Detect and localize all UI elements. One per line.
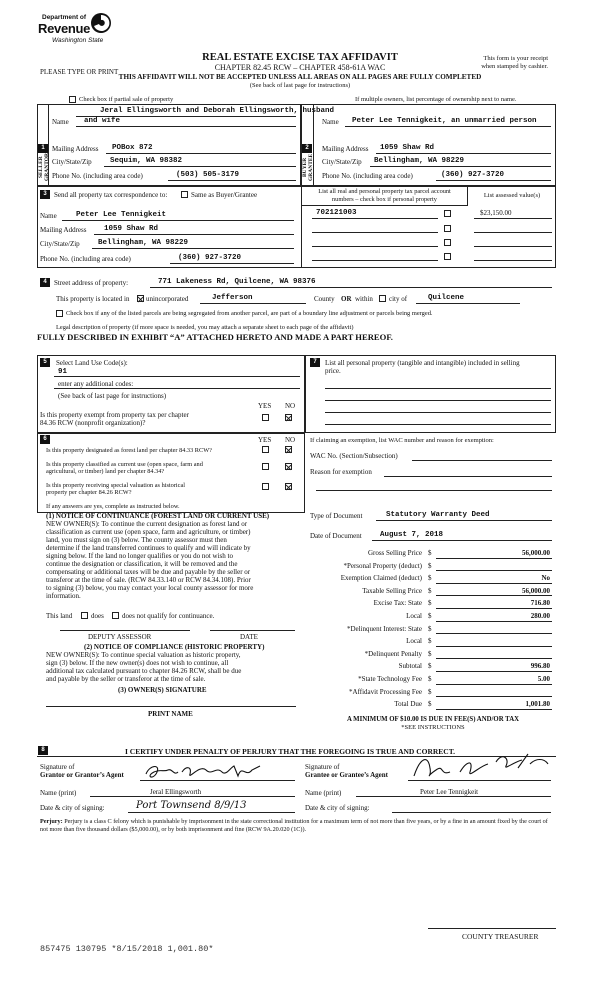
minimum-due-note: A MINIMUM OF $10.00 IS DUE IN FEE(S) AND/OR TAX	[346, 716, 520, 723]
form-warning: THIS AFFIDAVIT WILL NOT BE ACCEPTED UNLESS ALL AREAS ON ALL PAGES ARE FULLY COMPLETED	[118, 73, 482, 81]
deputy-date-line	[210, 630, 295, 631]
located-in-label: This property is located in	[56, 295, 130, 303]
land-does-label-2: does	[91, 612, 104, 620]
sec5-yes-label: YES	[258, 402, 272, 410]
seller-city-underline	[104, 166, 296, 167]
fee-dollar-sign: $	[428, 662, 432, 671]
seller-phone-underline	[168, 180, 296, 181]
buyer-city-label: City/State/Zip	[322, 158, 362, 166]
grantee-sig-underline	[408, 780, 551, 781]
grantor-sig-label-1: Signature of	[40, 763, 75, 771]
notice1-line-2: classification as current use (open space, farm and agriculture, or timber)	[46, 528, 251, 536]
assessed-line-3	[474, 246, 552, 247]
buyer-name-value[interactable]: Peter Lee Tennigkeit, an unmarried person	[352, 117, 537, 125]
grantee-signature-image[interactable]	[410, 748, 555, 782]
unincorporated-label: unincorporated	[146, 295, 189, 303]
parcel-line-3	[312, 246, 438, 247]
deputy-date-label: DATE	[240, 633, 258, 641]
section-4-badge: 4	[40, 278, 50, 287]
fee-underline	[436, 583, 552, 584]
seller-city-label: City/State/Zip	[52, 158, 92, 166]
parcel-line-2	[312, 232, 438, 233]
grantee-sig-label-1: Signature of	[305, 763, 340, 771]
seller-mailing-value[interactable]: POBox 872	[112, 144, 153, 152]
fee-underline	[436, 608, 552, 609]
logo-revenue-text: Revenue	[38, 21, 91, 36]
fee-value[interactable]: 56,000.00	[522, 586, 550, 595]
notice2-line-2: sign (3) below. If the new owner(s) does not wish to continue, all	[46, 659, 229, 667]
section-3-badge: 3	[40, 190, 50, 199]
seller-name-line1: Jeral Ellingsworth and Deborah Ellingsworth, husband	[100, 107, 335, 115]
within-label: within	[355, 295, 373, 303]
exempt-question-1: Is this property exempt from property tax per chapter	[40, 411, 189, 419]
notice1-title: (1) NOTICE OF CONTINUANCE (FOREST LAND OR CURRENT USE)	[46, 512, 270, 520]
personal-line-1	[325, 388, 551, 389]
buyer-city-value[interactable]: Bellingham, WA 98229	[374, 157, 465, 165]
tax-city-label: City/State/Zip	[40, 240, 80, 248]
grantee-name-label: Name (print)	[305, 789, 342, 797]
seller-phone-label: Phone No. (including area code)	[52, 172, 143, 180]
buyer-phone-underline	[436, 180, 551, 181]
personal-line-4	[325, 424, 551, 425]
fee-label: *Delinquent Penalty	[364, 649, 422, 658]
notice1-line-8: transferor at the time of sale. (RCW 84.33.140 or RCW 84.34.108). Prior	[46, 576, 251, 584]
logo-dept-text: Department of	[42, 14, 87, 21]
section-2-badge: 2	[302, 144, 312, 153]
fee-underline	[436, 633, 552, 634]
notice1-line-4: determine if the land transferred continues to qualify and will indicate by	[46, 544, 251, 552]
parcel-personal-checkbox-2[interactable]	[444, 225, 451, 232]
tax-city-underline	[92, 248, 294, 249]
segregated-checkbox[interactable]	[56, 310, 63, 317]
logo-state-text: Washington State	[52, 37, 104, 44]
fee-label: *Personal Property (deduct)	[343, 561, 422, 570]
buyer-mailing-value[interactable]: 1059 Shaw Rd	[380, 144, 435, 152]
buyer-name-label: Name	[322, 118, 339, 126]
parcel-personal-checkbox-4[interactable]	[444, 253, 451, 260]
tax-name-underline	[62, 220, 294, 221]
notice2-line-3: additional tax calculated pursuant to chapter 84.26 RCW, shall be due	[46, 667, 242, 675]
same-as-buyer-checkbox[interactable]	[181, 191, 188, 198]
city-name-underline	[416, 303, 520, 304]
certify-statement: I CERTIFY UNDER PENALTY OF PERJURY THAT THE FOREGOING IS TRUE AND CORRECT.	[125, 747, 456, 756]
street-address-label: Street address of property:	[54, 279, 129, 287]
city-name-value[interactable]: Quilcene	[428, 294, 465, 302]
fee-dollar-sign: $	[428, 624, 432, 633]
notice2-line-1: NEW OWNER(S): To continue special valuation as historic property,	[46, 651, 241, 659]
street-address-value[interactable]: 771 Lakeness Rd, Quilcene, WA 98376	[158, 278, 316, 286]
parcel-number-1[interactable]: 702121003	[316, 209, 357, 217]
notice1-line-7: compensating or additional taxes will be due and payable by the seller or	[46, 568, 251, 576]
grantee-name-underline	[356, 796, 551, 797]
fee-dollar-sign: $	[428, 637, 432, 646]
dor-logo	[38, 12, 138, 52]
seller-name-label: Name	[52, 118, 69, 126]
fee-dollar-sign: $	[428, 599, 432, 608]
historic-question-1: Is this property receiving special valuation as historical	[46, 482, 186, 489]
owner-signature-label: (3) OWNER(S) SIGNATURE	[118, 686, 207, 694]
grantor-sig-underline	[140, 780, 295, 781]
street-address-underline	[150, 287, 552, 288]
receipt-note-1: This form is your receipt	[483, 55, 548, 62]
buyer-mailing-label: Mailing Address	[322, 145, 369, 153]
fee-underline	[436, 558, 552, 559]
tax-phone-label: Phone No. (including area code)	[40, 255, 131, 263]
grantor-date-city-label: Date & city of signing:	[40, 804, 105, 812]
doc-date-underline	[372, 540, 552, 541]
grantor-sig-label-2: Grantor or Grantor’s Agent	[40, 771, 124, 779]
parcel-personal-checkbox-3[interactable]	[444, 239, 451, 246]
land-use-label: Select Land Use Code(s):	[56, 359, 128, 367]
form-chapter: CHAPTER 82.45 RCW – CHAPTER 458-61A WAC	[214, 63, 386, 72]
fee-underline	[436, 658, 552, 659]
fee-dollar-sign: $	[428, 561, 432, 570]
fee-underline	[436, 671, 552, 672]
fee-dollar-sign: $	[428, 675, 432, 683]
fee-underline	[436, 595, 552, 596]
sec5-no-label: NO	[285, 402, 296, 410]
personal-property-label-2: price.	[325, 367, 341, 375]
sec6-no-label: NO	[285, 436, 296, 444]
assessed-value-1[interactable]: $23,150.00	[480, 209, 512, 217]
buyer-mailing-underline	[376, 153, 551, 154]
parcel-header-1: List all real and personal property tax parcel account	[318, 188, 451, 195]
please-type-text: PLEASE TYPE OR PRINT	[40, 68, 119, 76]
land-use-value[interactable]: 91	[58, 368, 68, 376]
fee-dollar-sign: $	[428, 586, 432, 595]
parcel-line-4	[312, 260, 438, 261]
parcel-personal-checkbox-1[interactable]	[444, 210, 451, 217]
land-use-underline	[54, 376, 300, 377]
deputy-assessor-label: DEPUTY ASSESSOR	[88, 633, 152, 641]
segregated-label: Check box if any of the listed parcels are being segregated from another parcel, are part of a boundary line adjustment or parcels being merged.	[66, 310, 433, 317]
notice1-line-3: land, you must sign on (3) below. The county assessor must then	[46, 536, 227, 544]
fee-dollar-sign: $	[428, 574, 432, 583]
dor-emblem-icon	[90, 12, 112, 34]
partial-sale-checkbox[interactable]	[69, 96, 76, 103]
county-name-underline	[200, 303, 306, 304]
city-of-label: city of	[389, 295, 408, 303]
tax-name-label: Name	[40, 212, 57, 220]
fee-value[interactable]: No	[541, 574, 550, 583]
fee-value[interactable]: 56,000.00	[522, 549, 550, 557]
current-use-question-1: Is this property classified as current use (open space, farm and	[46, 461, 203, 468]
land-does-not-checkbox[interactable]	[112, 612, 119, 619]
fee-underline	[436, 709, 552, 710]
fee-underline	[436, 646, 552, 647]
current-use-yes-checkbox[interactable]	[262, 463, 269, 470]
fee-dollar-sign: $	[428, 700, 432, 709]
fee-value[interactable]: 996.80	[530, 662, 550, 671]
same-as-buyer-label: Same as Buyer/Grantee	[191, 191, 258, 199]
reason-underline-2	[316, 490, 552, 491]
or-label: OR	[341, 295, 352, 303]
seller-side-label: SELLER GRANTOR	[38, 153, 50, 182]
fee-label: Subtotal	[398, 662, 422, 671]
buyer-phone-value[interactable]: (360) 927-3720	[441, 171, 505, 179]
reason-underline-1	[384, 476, 552, 477]
wac-label: WAC No. (Section/Subsection)	[310, 452, 398, 460]
deputy-sig-line	[60, 630, 190, 631]
receipt-note-2: when stamped by cashier.	[481, 63, 548, 70]
section-5-badge: 5	[40, 358, 50, 367]
forest-yes-checkbox[interactable]	[262, 446, 269, 453]
partial-sale-label: Check box if partial sale of property	[79, 96, 174, 103]
tax-mailing-underline	[94, 234, 294, 235]
buyer-name-underline	[345, 126, 551, 127]
grantee-date-city-label: Date & city of signing:	[305, 804, 370, 812]
fee-underline	[436, 696, 552, 697]
assessed-header: List assessed value(s)	[483, 192, 541, 199]
fee-underline	[436, 570, 552, 571]
buyer-phone-label: Phone No. (including area code)	[322, 172, 413, 180]
tax-name-value[interactable]: Peter Lee Tennigkeit	[76, 211, 167, 219]
seller-city-value[interactable]: Sequim, WA 98382	[110, 157, 183, 165]
within-city-checkbox[interactable]	[379, 295, 386, 302]
seller-name-line2: and wife	[84, 117, 121, 125]
fee-label: Local	[406, 637, 422, 646]
fee-label: Local	[406, 612, 422, 620]
legal-desc-value[interactable]: FULLY DESCRIBED IN EXHIBIT “A” ATTACHED HERETO AND MADE A PART HEREOF.	[37, 332, 393, 342]
county-treasurer-label: COUNTY TREASURER	[462, 932, 539, 941]
seller-name-underline2	[76, 126, 296, 127]
current-use-question-2: agricultural, or timber) land per chapter 84.34?	[46, 468, 165, 475]
grantor-name-label: Name (print)	[40, 789, 77, 797]
perjury-text: Perjury is a class C felony which is punishable by imprisonment in the state correctional institution for a maximum term of not more than five years, or by a fine in an amount fixed by the court of not more than five thousand dollars ($5,000.00), or by both imprisonment and fine (RCW 9A.20.020 (1C)).	[40, 818, 548, 833]
section-1-badge: 1	[38, 144, 48, 153]
assessed-line-4	[474, 260, 552, 261]
grantor-name-underline	[90, 796, 295, 797]
send-correspondence-label: Send all property tax correspondence to:	[54, 191, 168, 199]
fee-underline	[436, 684, 552, 685]
exempt-yes-checkbox[interactable]	[262, 414, 269, 421]
notice1-line-9: to signing (3) below, you may contact your local county assessor for more	[46, 584, 254, 592]
doc-type-value[interactable]: Statutory Warranty Deed	[386, 511, 490, 519]
additional-codes-underline	[54, 388, 300, 389]
tax-city-value[interactable]: Bellingham, WA 98229	[98, 239, 189, 247]
seller-mailing-underline	[106, 153, 296, 154]
notice1-line-5: signing below. If the land no longer qualifies or you do not wish to	[46, 552, 233, 560]
buyer-side-label: BUYER GRANTEE	[302, 153, 314, 181]
county-label: County	[314, 295, 335, 303]
fee-dollar-sign: $	[428, 649, 432, 658]
grantor-signature-image[interactable]	[142, 760, 272, 782]
notice1-line-10: information.	[46, 592, 81, 600]
fee-label: Total Due	[394, 700, 422, 709]
historic-question-2: property per chapter 84.26 RCW?	[46, 489, 132, 496]
owner-sig-line	[46, 706, 296, 707]
fee-dollar-sign: $	[428, 612, 432, 620]
tax-phone-value[interactable]: (360) 927-3720	[178, 254, 242, 262]
grantee-sig-label-2: Grantee or Grantee’s Agent	[305, 771, 389, 779]
print-name-label: PRINT NAME	[148, 710, 193, 718]
land-does-label-1: This land	[46, 612, 73, 620]
doc-type-label: Type of Document	[310, 512, 363, 520]
receipt-stamp: 857475 130795 *8/15/2018 1,001.80*	[40, 944, 214, 954]
grantee-name-value[interactable]: Peter Lee Tennigkeit	[420, 788, 479, 796]
historic-yes-checkbox[interactable]	[262, 483, 269, 490]
doc-date-label: Date of Document	[310, 532, 362, 540]
perjury-statement	[40, 818, 554, 834]
personal-line-2	[325, 400, 551, 401]
if-yes-note: If any answers are yes, complete as instructed below.	[46, 503, 180, 510]
county-name-value[interactable]: Jefferson	[212, 294, 253, 302]
current-use-no-checkbox[interactable]	[285, 463, 292, 470]
multiple-owners-note: If multiple owners, list percentage of ownership next to name.	[355, 96, 517, 103]
seller-phone-value[interactable]: (503) 505-3179	[176, 171, 240, 179]
doc-type-underline	[376, 520, 552, 521]
fee-label: Excise Tax: State	[373, 599, 422, 608]
fee-underline	[436, 621, 552, 622]
forest-no-checkbox[interactable]	[285, 446, 292, 453]
parcel-line-1	[312, 218, 438, 219]
notice1-line-6: continue the designation or classification, it will be removed and the	[46, 560, 238, 568]
parcel-header-2: numbers – check box if personal property	[332, 196, 437, 203]
grantor-name-value[interactable]: Jeral Ellingsworth	[150, 788, 202, 796]
land-does-label-3: does not qualify for continuance.	[122, 612, 215, 620]
fee-label: *State Technology Fee	[358, 675, 422, 683]
additional-codes-label: enter any additional codes:	[58, 380, 134, 388]
grantee-date-city-underline	[392, 812, 551, 813]
wac-underline	[412, 460, 552, 461]
notice1-line-1: NEW OWNER(S): To continue the current designation as forest land or	[46, 520, 248, 528]
fee-dollar-sign: $	[428, 549, 432, 557]
fee-label: Exemption Claimed (deduct)	[340, 574, 422, 583]
assessed-line-2	[474, 232, 552, 233]
fee-label: Taxable Selling Price	[362, 586, 422, 595]
sec6-yes-label: YES	[258, 436, 272, 444]
tax-mailing-value[interactable]: 1059 Shaw Rd	[104, 225, 159, 233]
assessed-line-1	[474, 218, 552, 219]
perjury-label: Perjury:	[40, 818, 63, 825]
notice2-line-4: and payable by the seller or transferor at the time of sale.	[46, 675, 206, 683]
fee-value[interactable]: 716.80	[530, 599, 550, 608]
tax-mailing-label: Mailing Address	[40, 226, 87, 234]
section-6-badge: 6	[40, 435, 50, 444]
reason-label: Reason for exemption	[310, 468, 372, 476]
land-does-checkbox[interactable]	[81, 612, 88, 619]
exemption-label: If claiming an exemption, list WAC number and reason for exemption:	[310, 437, 494, 444]
see-instructions-note: *SEE INSTRUCTIONS	[401, 724, 465, 731]
section-8-badge: 8	[38, 746, 48, 755]
legal-desc-label: Legal description of property (if more space is needed, you may attach a separate sheet to each page of the affidavit)	[56, 324, 354, 331]
form-title: REAL ESTATE EXCISE TAX AFFIDAVIT	[202, 52, 398, 63]
treasurer-line	[428, 928, 556, 929]
personal-line-3	[325, 412, 551, 413]
seller-mailing-label: Mailing Address	[52, 145, 99, 153]
fee-dollar-sign: $	[428, 687, 432, 696]
section-7-badge: 7	[310, 358, 320, 367]
unincorporated-checkbox[interactable]	[137, 295, 144, 302]
exempt-question-2: 84.36 RCW (nonprofit organization)?	[40, 419, 146, 427]
doc-date-value[interactable]: August 7, 2018	[380, 531, 444, 539]
personal-property-label-1: List all personal property (tangible and intangible) included in selling	[325, 359, 520, 367]
fee-label: *Affidavit Processing Fee	[349, 687, 422, 696]
fee-value[interactable]: 5.00	[537, 675, 550, 683]
historic-no-checkbox[interactable]	[285, 483, 292, 490]
notice2-title: (2) NOTICE OF COMPLIANCE (HISTORIC PROPERTY)	[84, 643, 265, 651]
fee-value[interactable]: 280.00	[530, 612, 550, 620]
see-back-text: (See back of last page for instructions)	[249, 82, 351, 89]
tax-phone-underline	[170, 263, 294, 264]
grantor-date-city-value[interactable]: Port Townsend 8/9/13	[136, 800, 247, 811]
fee-value[interactable]: 1,001.80	[525, 700, 550, 709]
fee-label: *Delinquent Interest: State	[346, 624, 422, 633]
fee-label: Gross Selling Price	[367, 549, 422, 557]
buyer-city-underline	[370, 166, 551, 167]
land-use-see-back: (See back of last page for instructions)	[58, 392, 167, 400]
grantor-date-city-underline	[128, 812, 295, 813]
exempt-no-checkbox[interactable]	[285, 414, 292, 421]
forest-question: Is this property designated as forest land per chapter 84.33 RCW?	[46, 447, 212, 454]
parcel-header-underline	[301, 205, 467, 206]
